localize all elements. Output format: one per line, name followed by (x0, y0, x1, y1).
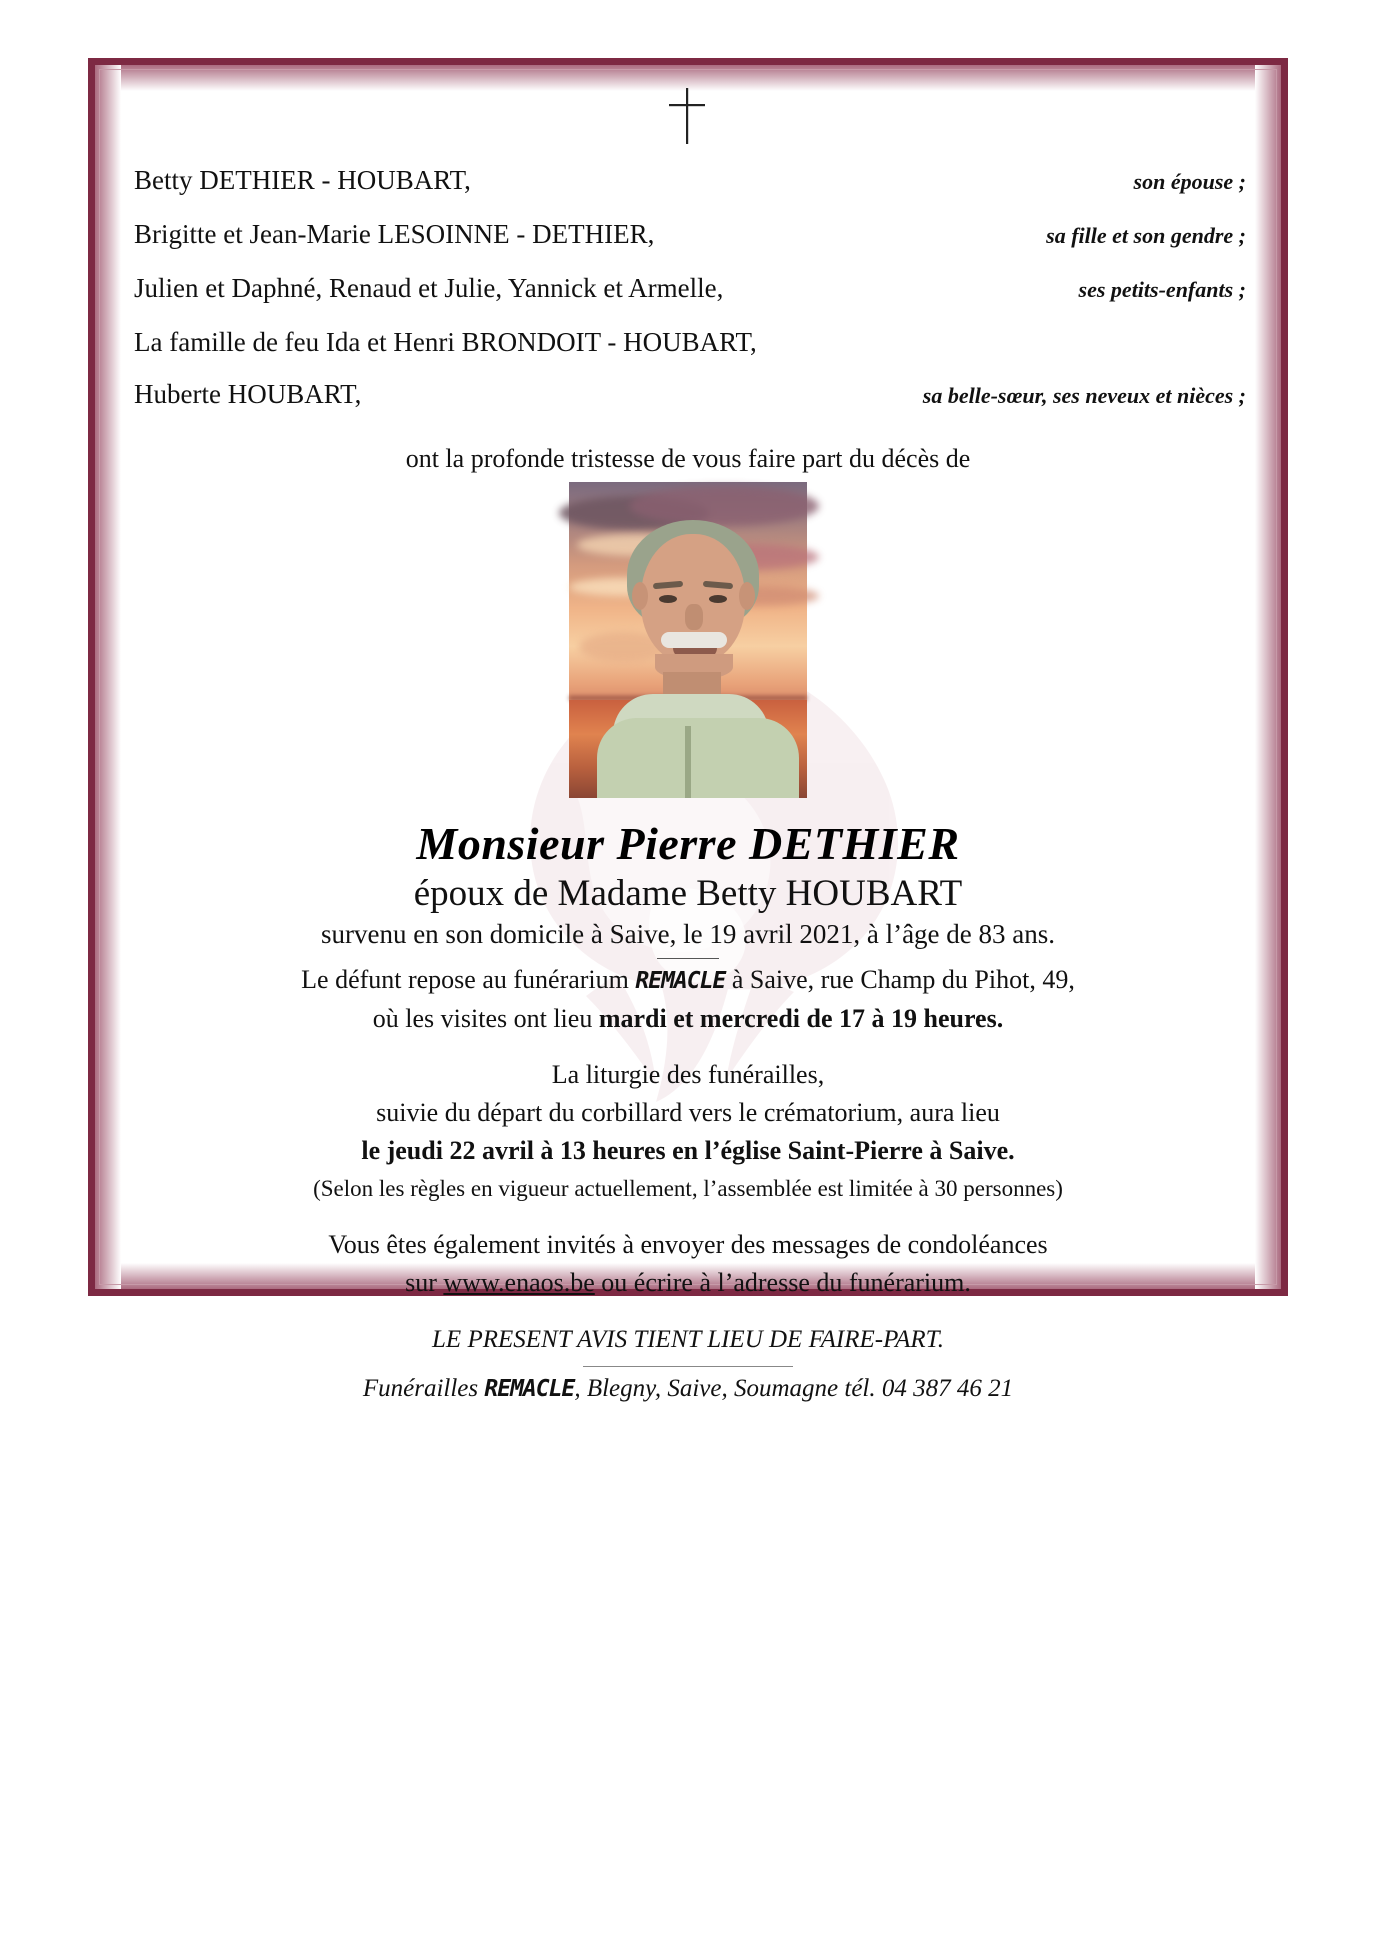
service-datetime: le jeudi 22 avril à 13 heures en l’église Saint-Pierre à Saive. (361, 1136, 1015, 1165)
zipper (685, 726, 691, 798)
family-relation-label: son épouse ; (1133, 169, 1246, 194)
condolences-line-2 (126, 1266, 1250, 1300)
divider-short (657, 958, 719, 959)
service-line-2: suivie du départ du corbillard vers le crématorium, aura lieu (376, 1098, 1000, 1127)
portrait-photo (569, 482, 807, 798)
funeral-notice-card (88, 58, 1288, 1402)
eye-right (709, 595, 727, 603)
portrait-container (126, 482, 1250, 803)
family-row (126, 368, 1250, 422)
funeral-home-brand: REMACLE (484, 1376, 575, 1402)
latin-cross-icon (665, 88, 711, 144)
family-member-name: Huberte HOUBART, (134, 379, 362, 409)
wake-line-2 (126, 1002, 1250, 1036)
deceased-spouse-line: époux de Madame Betty HOUBART (413, 873, 963, 914)
eye-left (659, 595, 677, 603)
moustache (661, 632, 727, 648)
family-member-name: Brigitte et Jean-Marie LESOINNE - DETHIER, (134, 219, 655, 249)
footer-prefix: Funérailles (362, 1375, 485, 1402)
family-relation-label: ses petits-enfants ; (1078, 277, 1246, 302)
notice-content (126, 84, 1250, 1402)
service-restriction-note: (Selon les règles en vigueur actuellement, l’assemblée est limitée à 30 personnes) (313, 1176, 1063, 1201)
funeral-home-brand: REMACLE (635, 968, 726, 994)
family-relation-label: sa belle-sœur, ses neveux et nièces ; (922, 383, 1246, 408)
shirt (597, 718, 799, 798)
announcement-text: ont la profonde tristesse de vous faire part du décès de (405, 444, 971, 473)
notice-statement: LE PRESENT AVIS TIENT LIEU DE FAIRE-PART. (432, 1326, 944, 1353)
family-row (126, 316, 1250, 368)
family-list (126, 154, 1250, 422)
funeral-home-footer (126, 1375, 1250, 1403)
footer-contact: , Blegny, Saive, Soumagne tél. 04 387 46 21 (574, 1375, 1014, 1402)
condolences-website-link[interactable]: www.enaos.be (443, 1268, 595, 1297)
family-row (126, 262, 1250, 316)
ear-left (632, 582, 648, 610)
family-relation-label: sa fille et son gendre ; (1046, 223, 1246, 248)
ear-right (739, 582, 755, 610)
deceased-name: Monsieur Pierre DETHIER (416, 818, 960, 869)
wake-visit-hours: mardi et mercredi de 17 à 19 heures. (598, 1004, 1004, 1033)
service-line-1: La liturgie des funérailles, (551, 1060, 825, 1089)
wake-line-1 (126, 963, 1250, 998)
condolences-line-1: Vous êtes également invités à envoyer des messages de condoléances (328, 1230, 1048, 1259)
wake-text-after: à Saive, rue Champ du Pihot, 49, (725, 965, 1075, 994)
family-member-name: Betty DETHIER - HOUBART, (134, 165, 471, 195)
family-member-name: La famille de feu Ida et Henri BRONDOIT - HOUBART, (134, 327, 757, 357)
divider-long (583, 1366, 793, 1367)
family-row (126, 208, 1250, 262)
condolences-prefix: sur (405, 1268, 444, 1297)
cloud (629, 486, 819, 526)
family-member-name: Julien et Daphné, Renaud et Julie, Yannick et Armelle, (134, 273, 724, 303)
wake-text-before: Le défunt repose au funérarium (301, 965, 636, 994)
nose (685, 604, 703, 630)
wake-visit-prefix: où les visites ont lieu (372, 1004, 599, 1033)
deceased-death-line: survenu en son domicile à Saive, le 19 avril 2021, à l’âge de 83 ans. (320, 919, 1056, 949)
family-row (126, 154, 1250, 208)
condolences-suffix: ou écrire à l’adresse du funérarium. (594, 1268, 971, 1297)
cross-container (126, 84, 1250, 146)
